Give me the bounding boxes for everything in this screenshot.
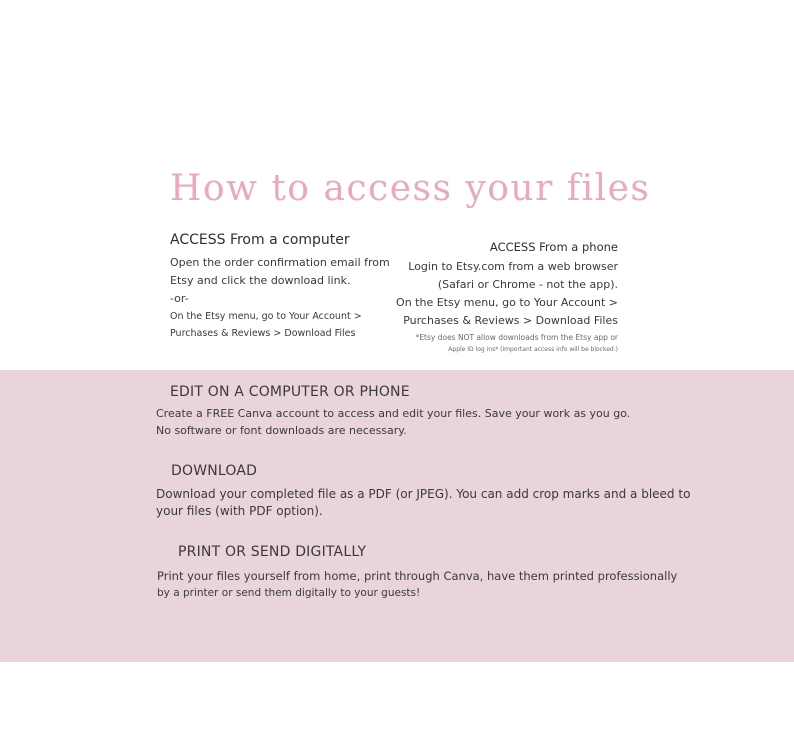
instructions-band xyxy=(0,370,794,662)
computer-line-2: Etsy and click the download link. xyxy=(170,274,351,287)
phone-line-4: Purchases & Reviews > Download Files xyxy=(403,314,618,327)
phone-line-2: (Safari or Chrome - not the app). xyxy=(437,278,618,291)
edit-body xyxy=(156,405,630,439)
print-body xyxy=(157,568,677,602)
computer-access-block xyxy=(170,232,390,342)
edit-heading: EDIT ON A COMPUTER OR PHONE xyxy=(170,384,410,400)
edit-line-1: Create a FREE Canva account to access and edit your files. Save your work as you go. xyxy=(156,407,631,420)
computer-line-4: On the Etsy menu, go to Your Account > xyxy=(170,311,362,322)
print-heading: PRINT OR SEND DIGITALLY xyxy=(178,544,367,560)
download-heading: DOWNLOAD xyxy=(171,463,258,479)
print-line-2: by a printer or send them digitally to your guests! xyxy=(157,587,421,599)
download-body xyxy=(156,486,690,519)
phone-line-3: On the Etsy menu, go to Your Account > xyxy=(396,296,618,309)
edit-line-2: No software or font downloads are necessary. xyxy=(156,424,407,437)
phone-access-heading: ACCESS From a phone xyxy=(489,240,618,254)
phone-access-block xyxy=(358,240,618,355)
print-line-1: Print your files yourself from home, print through Canva, have them printed professionally xyxy=(157,569,678,583)
page-title: How to access your files xyxy=(170,168,651,209)
phone-note-1: *Etsy does NOT allow downloads from the Etsy app or xyxy=(415,333,618,342)
computer-line-3: -or- xyxy=(170,292,189,305)
download-line-1: Download your completed file as a PDF (or JPEG). You can add crop marks and a bleed to xyxy=(156,487,691,501)
phone-line-1: Login to Etsy.com from a web browser xyxy=(408,260,618,273)
computer-access-heading: ACCESS From a computer xyxy=(170,232,350,248)
phone-note-2: Apple ID log ins* (important access info will be blocked.) xyxy=(448,346,618,353)
download-line-2: your files (with PDF option). xyxy=(156,503,323,518)
computer-line-1: Open the order confirmation email from xyxy=(170,256,390,269)
computer-line-5: Purchases & Reviews > Download Files xyxy=(170,328,356,339)
